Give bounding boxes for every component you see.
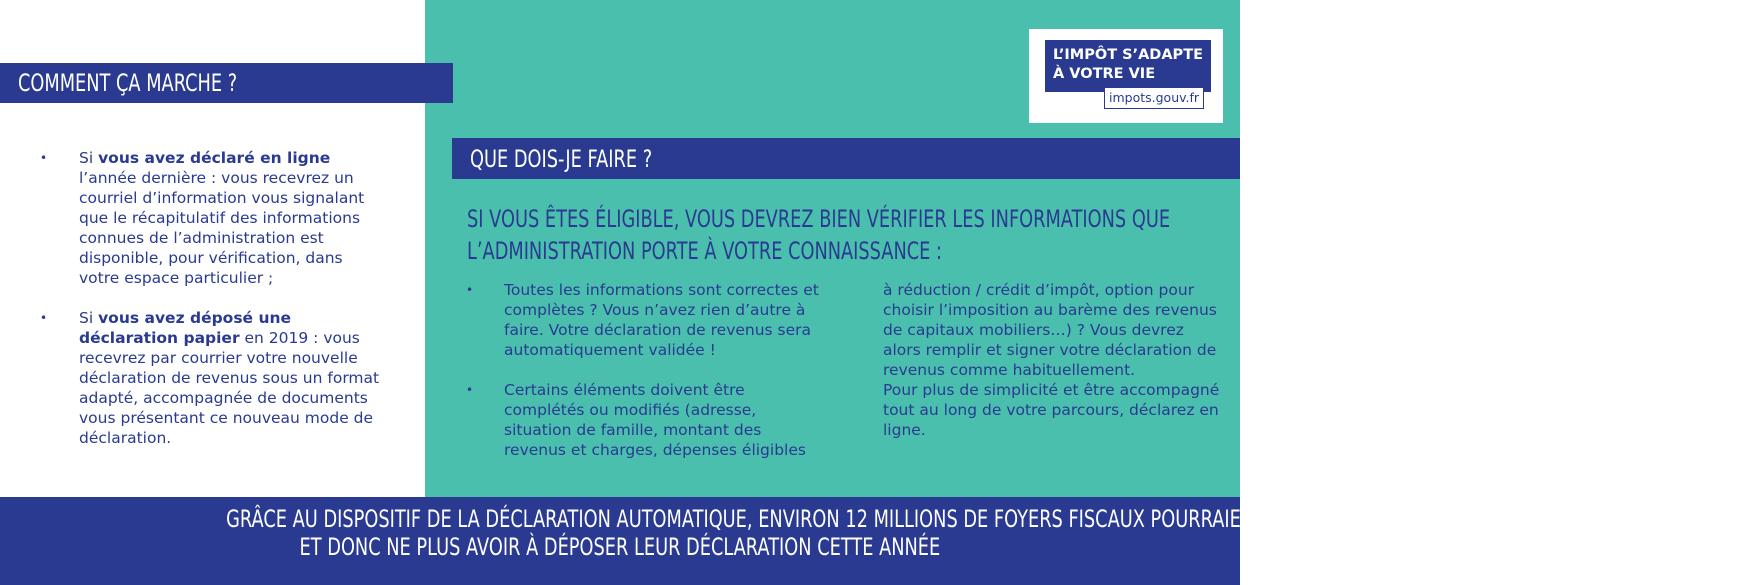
list-item: • Si vous avez déclaré en ligne l’année dernière : vous recevrez un courriel d’information vous signalant que le récapitulatif des informations connues de l’administration est disponible, pour vérification, dans votre espace particulier ; xyxy=(40,148,380,288)
que-dois-je-faire-banner xyxy=(452,138,1240,179)
logo-url: impots.gouv.fr xyxy=(1104,87,1204,109)
footer-banner xyxy=(0,497,1514,585)
list-item: • Certains éléments doivent être complétés ou modifiés (adresse, situation de famille, montant des revenus et charges, dépenses éligibles xyxy=(466,380,826,460)
right-bullet-list xyxy=(466,280,826,480)
footer-line-1: GRÂCE AU DISPOSITIF DE LA DÉCLARATION AUTOMATIQUE, ENVIRON 12 MILLIONS DE FOYERS FISCAUX POURRAIENT NE RIEN AVOIR À MODIFIER xyxy=(226,505,1514,533)
left-bullet-list xyxy=(40,148,380,468)
right-continuation: à réduction / crédit d’impôt, option pour choisir l’imposition au barème des revenus de capitaux mobiliers…) ? Vous devrez alors remplir et signer votre déclaration de revenus comme habituellement. Pour plus de simplicité et être accompagné tout au long de votre parcours, déclarez en ligne. xyxy=(883,281,1220,439)
footer-line-2: ET DONC NE PLUS AVOIR À DÉPOSER LEUR DÉCLARATION CETTE ANNÉE xyxy=(299,533,941,561)
list-item: • Si vous avez déposé une déclaration papier en 2019 : vous recevrez par courrier votre nouvelle déclaration de revenus sous un format adapté, accompagnée de documents vous présentant ce nouveau mode de déclaration. xyxy=(40,308,380,448)
list-item: • Toutes les informations sont correctes et complètes ? Vous n’avez rien d’autre à faire. Votre déclaration de revenus sera automatiquement validée ! xyxy=(466,280,826,360)
comment-ca-marche-banner xyxy=(0,63,453,103)
logo-text: L’IMPÔT S’ADAPTE À VOTRE VIE xyxy=(1053,47,1203,82)
left-heading: COMMENT ÇA MARCHE ? xyxy=(18,69,238,97)
eligibility-subheading: SI VOUS ÊTES ÉLIGIBLE, VOUS DEVREZ BIEN VÉRIFIER LES INFORMATIONS QUE L’ADMINISTRATION PORTE À VOTRE CONNAISSANCE : xyxy=(467,205,1171,265)
impots-logo xyxy=(1029,29,1223,123)
right-heading: QUE DOIS-JE FAIRE ? xyxy=(470,144,653,173)
